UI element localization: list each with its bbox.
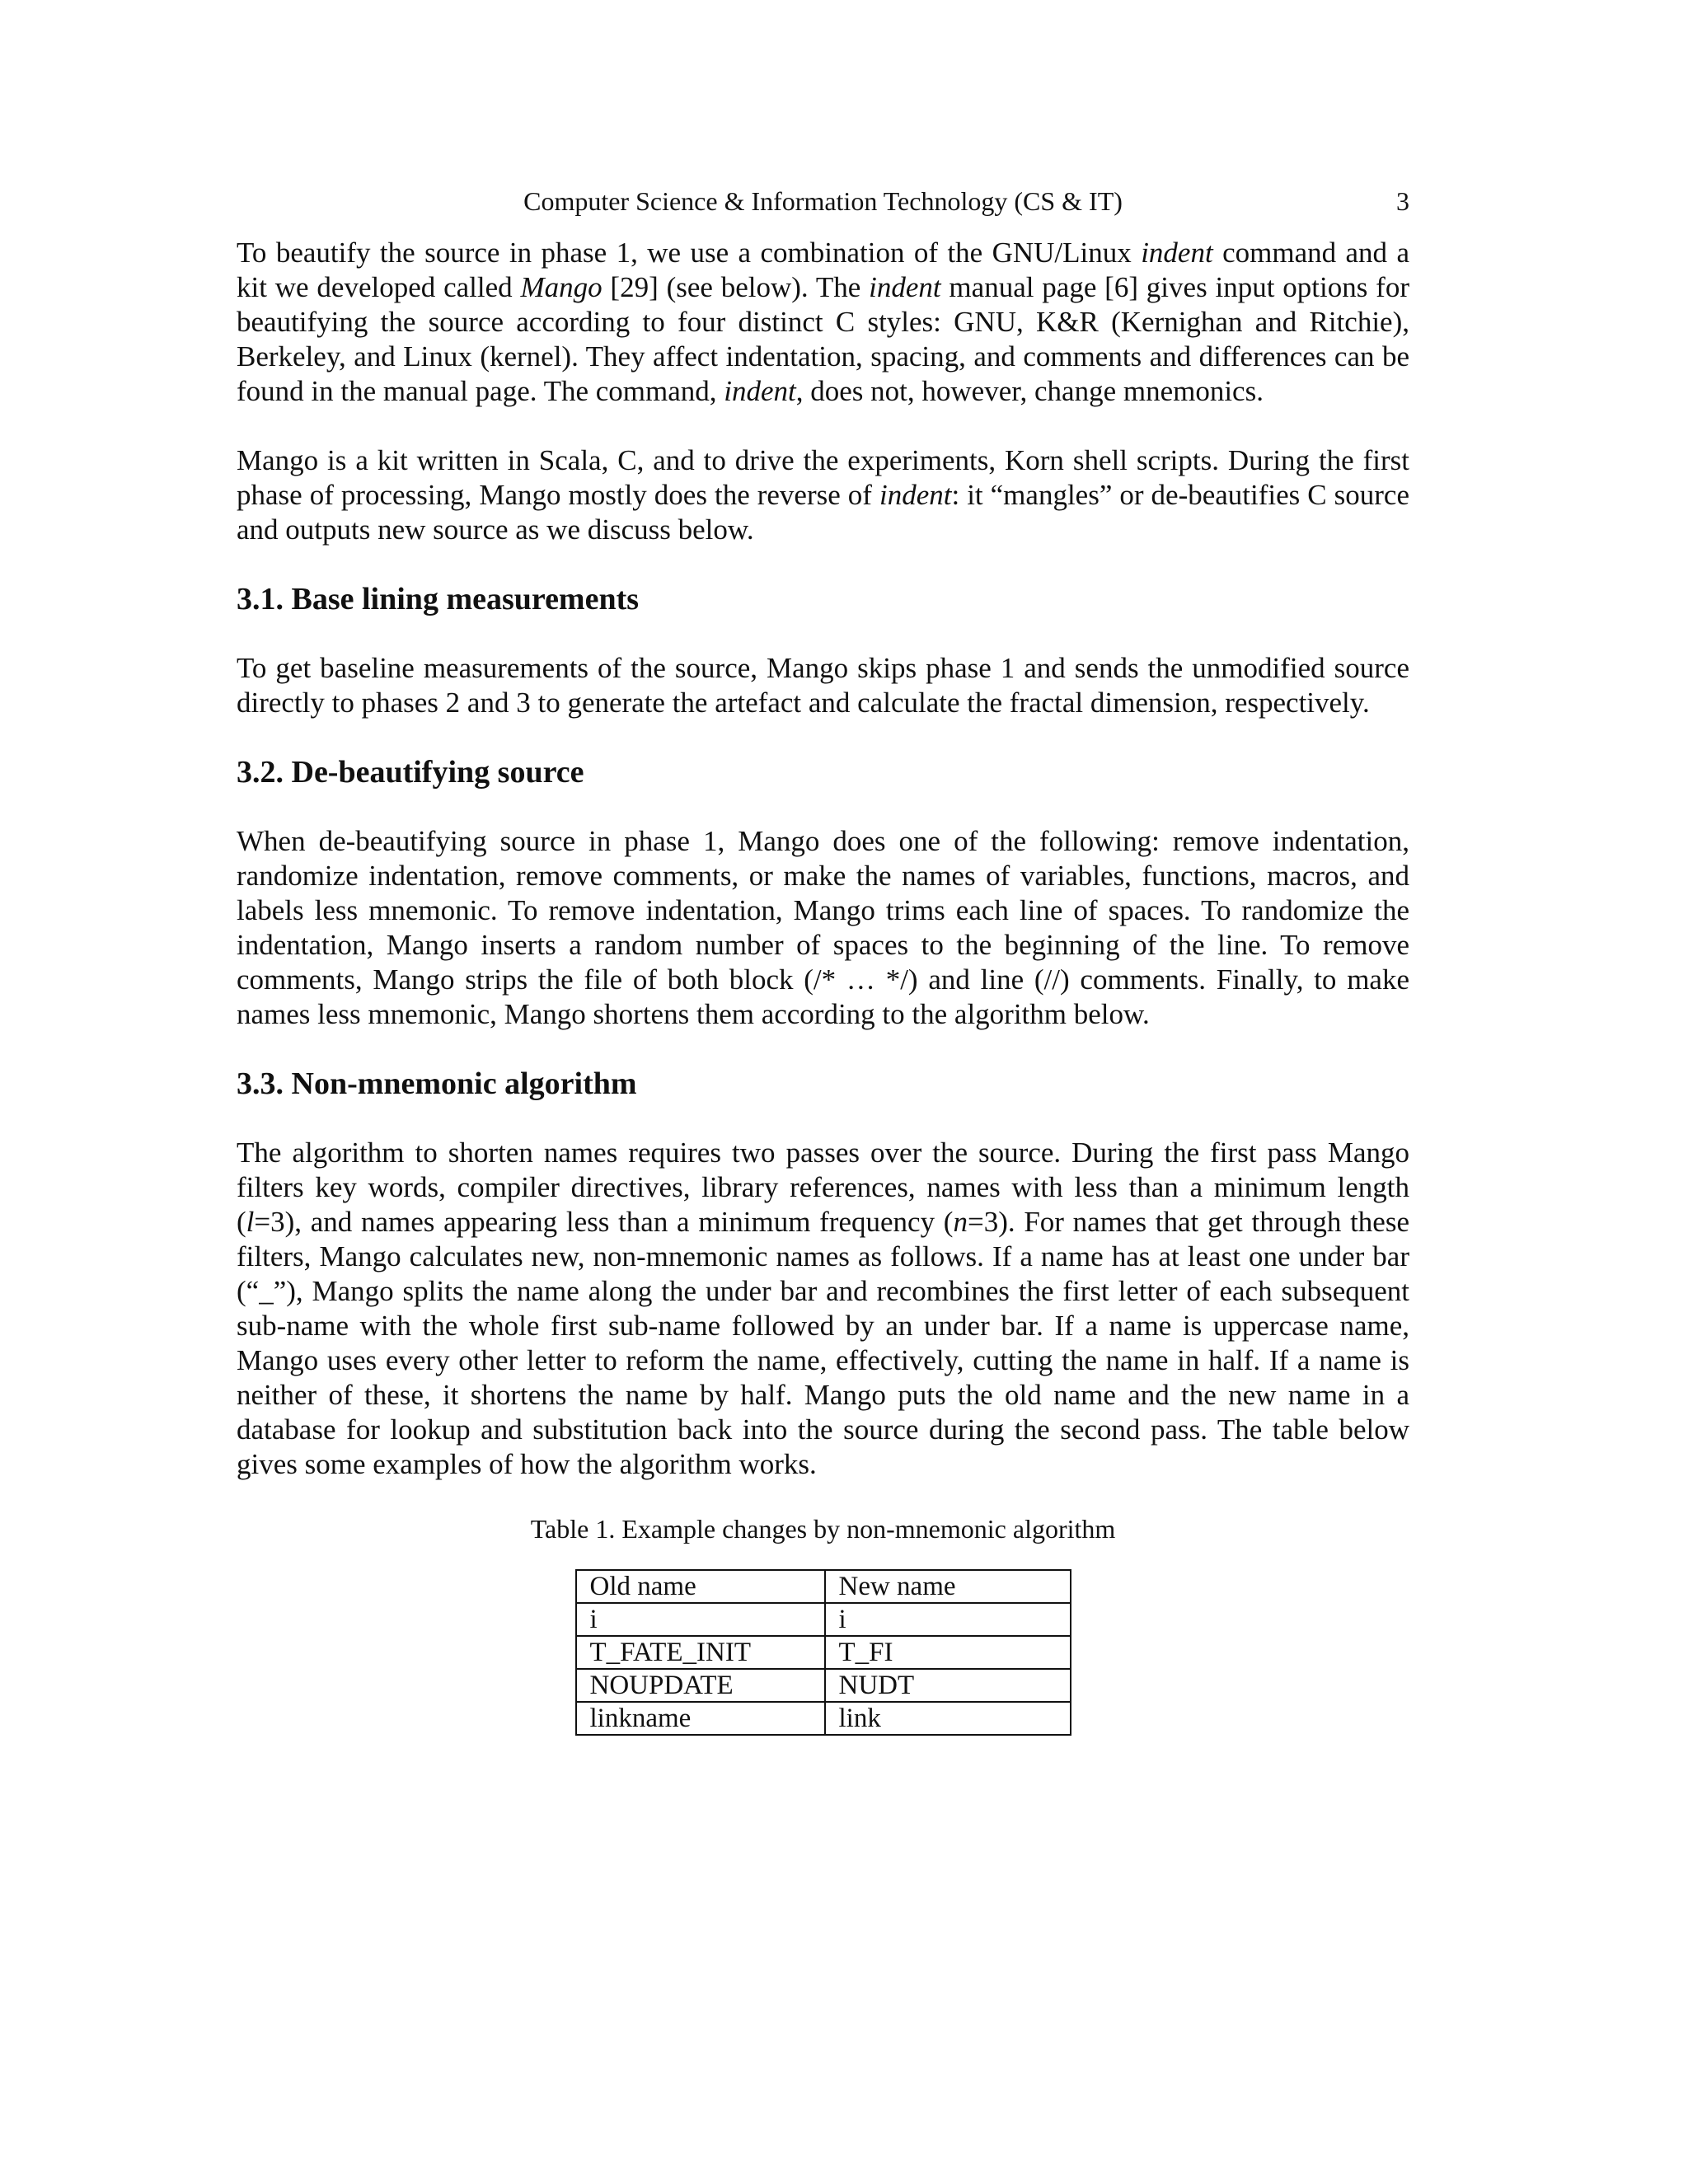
- table-header-row: [576, 1570, 1071, 1603]
- table-row: [576, 1702, 1071, 1735]
- example-names-table: [575, 1569, 1071, 1736]
- table-cell: link: [825, 1702, 1071, 1735]
- indent-command-term: indent: [879, 479, 952, 511]
- mango-term: Mango: [520, 271, 603, 303]
- journal-title: Computer Science & Information Technology (CS & IT): [523, 186, 1123, 216]
- indent-command-term: indent: [869, 271, 941, 303]
- table-cell: Old name: [576, 1570, 825, 1603]
- paragraph-baseline: To get baseline measurements of the source, Mango skips phase 1 and sends the unmodified source directly to phases 2 and 3 to generate the artefact and calculate the fractal dimension, respectively.: [237, 652, 1409, 719]
- table-cell: T_FATE_INIT: [576, 1636, 825, 1669]
- section-heading-3-1: 3.1. Base lining measurements: [237, 582, 640, 616]
- page-number: 3: [1396, 186, 1409, 216]
- body-text: [237, 236, 1409, 1736]
- table-cell: T_FI: [825, 1636, 1071, 1669]
- table-cell: i: [576, 1603, 825, 1636]
- table-cell: linkname: [576, 1702, 825, 1735]
- table-cell: NUDT: [825, 1669, 1071, 1702]
- indent-command-term: indent: [1141, 237, 1213, 269]
- table-row: [576, 1636, 1071, 1669]
- table-cell: NOUPDATE: [576, 1669, 825, 1702]
- table-row: [576, 1603, 1071, 1636]
- paragraph-mango-kit: Mango is a kit written in Scala, C, and to drive the experiments, Korn shell scripts. During the first phase of processing, Mango mostly does the reverse of indent: it “mangles” or de-beautifies C source and outputs new source as we discuss below.: [237, 444, 1410, 546]
- table-cell: New name: [825, 1570, 1071, 1603]
- section-heading-3-2: 3.2. De-beautifying source: [237, 755, 584, 790]
- variable-n: n: [953, 1206, 968, 1238]
- table-cell: i: [825, 1603, 1071, 1636]
- paragraph-de-beautifying: When de-beautifying source in phase 1, Mango does one of the following: remove indentation, randomize indentation, remove comments, or make the names of variables, functions, macros, and labels less mnemonic. To remove indentation, Mango trims each line of spaces. To randomize the indentation, Mango inserts a random number of spaces to the beginning of the line. To remove comments, Mango strips the file of both block (/* … */) and line (//) comments. Finally, to make names less mnemonic, Mango shortens them according to the algorithm below.: [237, 825, 1409, 1030]
- indent-command-term: indent: [724, 375, 796, 407]
- paragraph-non-mnemonic: The algorithm to shorten names requires two passes over the source. During the first pass Mango filters key words, compiler directives, library references, names with less than a minimum length (l=3), and names appearing less than a minimum frequency (n=3). For names that get through these filters, Mango calculates new, non-mnemonic names as follows. If a name has at least one under bar (“_”), Mango splits the name along the under bar and recombines the first letter of each subsequent sub-name with the whole first sub-name followed by an under bar. If a name is uppercase name, Mango uses every other letter to reform the name, effectively, cutting the name in half. If a name is neither of these, it shortens the name by half. Mango puts the old name and the new name in a database for lookup and substitution back into the source during the second pass. The table below gives some examples of how the algorithm works.: [237, 1137, 1409, 1480]
- running-header: [237, 183, 1409, 219]
- table-row: [576, 1669, 1071, 1702]
- table-caption: Table 1. Example changes by non-mnemonic algorithm: [530, 1514, 1116, 1544]
- section-heading-3-3: 3.3. Non-mnemonic algorithm: [237, 1066, 637, 1101]
- variable-l: l: [246, 1206, 255, 1238]
- paragraph-beautify: To beautify the source in phase 1, we use a combination of the GNU/Linux indent command and a kit we developed called Mango [29] (see below). The indent manual page [6] gives input options for beautifying the source according to four distinct C styles: GNU, K&R (Kernighan and Ritchie), Berkeley, and Linux (kernel). They affect indentation, spacing, and comments and differences can be found in the manual page. The command, indent, does not, however, change mnemonics.: [237, 237, 1409, 407]
